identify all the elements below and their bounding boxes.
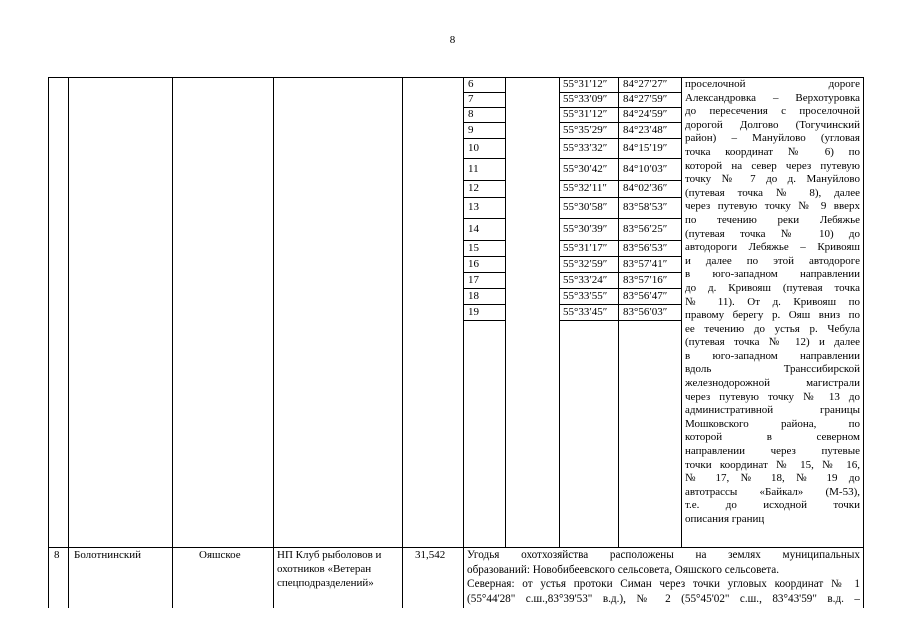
col-divider (172, 77, 173, 608)
description-line: т.е. до исходной точки (685, 499, 860, 512)
coord-row-divider (559, 197, 682, 198)
description-line: правому берегу р. Ояш вниз по (685, 309, 860, 322)
description-line: № 17, № 18, № 19 до (685, 472, 860, 485)
description-line: Мошковского района, по (685, 417, 860, 430)
coord-row-divider (463, 218, 506, 219)
entry-text-line: Угодья охотхозяйства расположены на землях муниципальных (467, 549, 860, 561)
description-line: железнодорожной магистрали (685, 377, 860, 390)
coord-row-divider (559, 320, 682, 321)
waypoint-latitude: 55°33′32″ (563, 141, 608, 154)
entry-organization-line: охотников «Ветеран (277, 563, 372, 575)
boundary-description (685, 78, 860, 527)
description-line: (путевая точка № 10) до (685, 227, 860, 240)
description-line: до д. Кривояш (путевая точка (685, 281, 860, 294)
waypoint-number: 13 (468, 201, 479, 213)
waypoint-number: 10 (468, 141, 479, 154)
col-divider (681, 77, 682, 547)
waypoint-longitude: 84°27′59″ (623, 93, 668, 105)
entry-organization-line: спецподразделений» (277, 577, 374, 589)
description-line: автодороги Лебяжье – Кривояш (685, 241, 860, 254)
col-divider (273, 77, 274, 608)
col-divider (559, 77, 560, 547)
waypoint-longitude: 83°56′47″ (623, 289, 668, 302)
entry-settlement: Ояшское (199, 549, 241, 561)
waypoint-longitude: 84°15′19″ (623, 141, 668, 154)
col-divider (618, 77, 619, 547)
waypoint-longitude: 83°56′03″ (623, 305, 668, 318)
waypoint-latitude: 55°33′24″ (563, 273, 608, 286)
description-line: и далее по этой автодороге (685, 254, 860, 267)
description-line: дорогой Долгово (Тогучинский (685, 118, 860, 131)
coord-row-divider (463, 320, 506, 321)
waypoint-longitude: 83°57′16″ (623, 273, 668, 286)
description-line: в юго-западном направлении (685, 349, 860, 362)
description-line: которой на север через путевую (685, 159, 860, 172)
page-number: 8 (449, 34, 456, 46)
table-border-right (863, 77, 864, 608)
waypoint-latitude: 55°32′59″ (563, 257, 608, 270)
waypoint-number: 16 (468, 257, 479, 270)
description-line: направлении через путевые (685, 445, 860, 458)
waypoint-longitude: 83°57′41″ (623, 257, 668, 270)
waypoint-number: 14 (468, 222, 479, 235)
description-line: через путевую точку № 13 до (685, 390, 860, 403)
waypoint-latitude: 55°33′09″ (563, 93, 608, 105)
waypoint-latitude: 55°35′29″ (563, 123, 608, 136)
waypoint-longitude: 84°27′27″ (623, 78, 668, 90)
description-line: по течению реки Лебяжье (685, 213, 860, 226)
coord-row-divider (463, 180, 506, 181)
waypoint-latitude: 55°30′39″ (563, 222, 608, 235)
col-divider (402, 77, 403, 608)
coord-row-divider (463, 158, 506, 159)
waypoint-number: 6 (468, 78, 474, 90)
description-line: описания границ (685, 513, 765, 525)
entry-text-line: (55°44'28" с.ш.,83°39'53" в.д.), № 2 (55°45'02" с.ш., 83°43'59" в.д. – (467, 592, 860, 605)
waypoint-longitude: 84°24′59″ (623, 108, 668, 120)
description-line: в юго-западном направлении (685, 268, 860, 281)
description-line: (путевая точка № 12) и далее (685, 336, 860, 349)
description-line: точку № 7 до д. Мануйлово (685, 173, 860, 186)
description-line: № 11). От д. Кривояш по (685, 295, 860, 308)
waypoint-latitude: 55°31′12″ (563, 78, 608, 90)
waypoint-latitude: 55°31′12″ (563, 108, 608, 120)
description-line: точка координат № 6) по (685, 145, 860, 158)
entry-description (467, 548, 860, 606)
waypoint-longitude: 83°56′53″ (623, 241, 668, 254)
waypoint-number: 8 (468, 108, 474, 120)
entry-number: 8 (54, 549, 60, 561)
waypoint-number: 11 (468, 162, 479, 175)
waypoint-longitude: 84°10′03″ (623, 162, 668, 175)
waypoint-longitude: 83°58′53″ (623, 201, 668, 213)
description-line: район) – Мануйлово (угловая (685, 132, 860, 145)
waypoint-latitude: 55°31′17″ (563, 241, 608, 254)
description-line: вдоль Транссибирской (685, 363, 860, 376)
waypoint-latitude: 55°33′45″ (563, 305, 608, 318)
description-line: ее течению до устья р. Чебула (685, 322, 860, 335)
coord-row-divider (559, 158, 682, 159)
description-line: административной границы (685, 404, 860, 417)
waypoint-latitude: 55°33′55″ (563, 289, 608, 302)
waypoint-number: 15 (468, 241, 479, 254)
waypoint-number: 17 (468, 273, 479, 286)
coord-row-divider (559, 218, 682, 219)
coord-row-divider (463, 138, 506, 139)
entry-text-line: образований: Новобибеевского сельсовета, Ояшского сельсовета. (467, 563, 780, 576)
description-line: до пересечения с проселочной (685, 105, 860, 118)
entry-area: 31,542 (415, 549, 446, 561)
col-divider (463, 77, 464, 608)
description-line: точки координат № 15, № 16, (685, 458, 860, 471)
waypoint-number: 18 (468, 289, 479, 302)
description-line: автотрассы «Байкал» (М-53), (685, 485, 860, 498)
waypoint-number: 9 (468, 123, 474, 136)
waypoint-longitude: 84°23′48″ (623, 123, 668, 136)
entry-district: Болотнинский (74, 549, 141, 561)
coord-row-divider (559, 138, 682, 139)
description-line: через путевую точку № 9 вверх (685, 200, 860, 213)
waypoint-number: 7 (468, 93, 474, 105)
coord-row-divider (463, 197, 506, 198)
coord-row-divider (559, 180, 682, 181)
waypoint-latitude: 55°30′58″ (563, 201, 608, 213)
col-divider (505, 77, 506, 547)
col-divider (68, 77, 69, 608)
waypoint-number: 19 (468, 305, 479, 318)
table-border-left (48, 77, 49, 608)
description-line: проселочной дороге (685, 78, 860, 90)
waypoint-number: 12 (468, 182, 479, 194)
waypoint-longitude: 84°02′36″ (623, 182, 668, 194)
entry-organization-line: НП Клуб рыболовов и (277, 549, 382, 561)
entry-text-line: Северная: от устья протоки Симан через точки угловых координат № 1 (467, 578, 860, 590)
waypoint-latitude: 55°32′11″ (563, 182, 607, 194)
waypoint-longitude: 83°56′25″ (623, 222, 668, 235)
waypoint-latitude: 55°30′42″ (563, 162, 608, 175)
description-line: Александровка – Верхотуровка (685, 91, 860, 104)
description-line: которой в северном (685, 431, 860, 444)
description-line: (путевая точка № 8), далее (685, 186, 860, 199)
